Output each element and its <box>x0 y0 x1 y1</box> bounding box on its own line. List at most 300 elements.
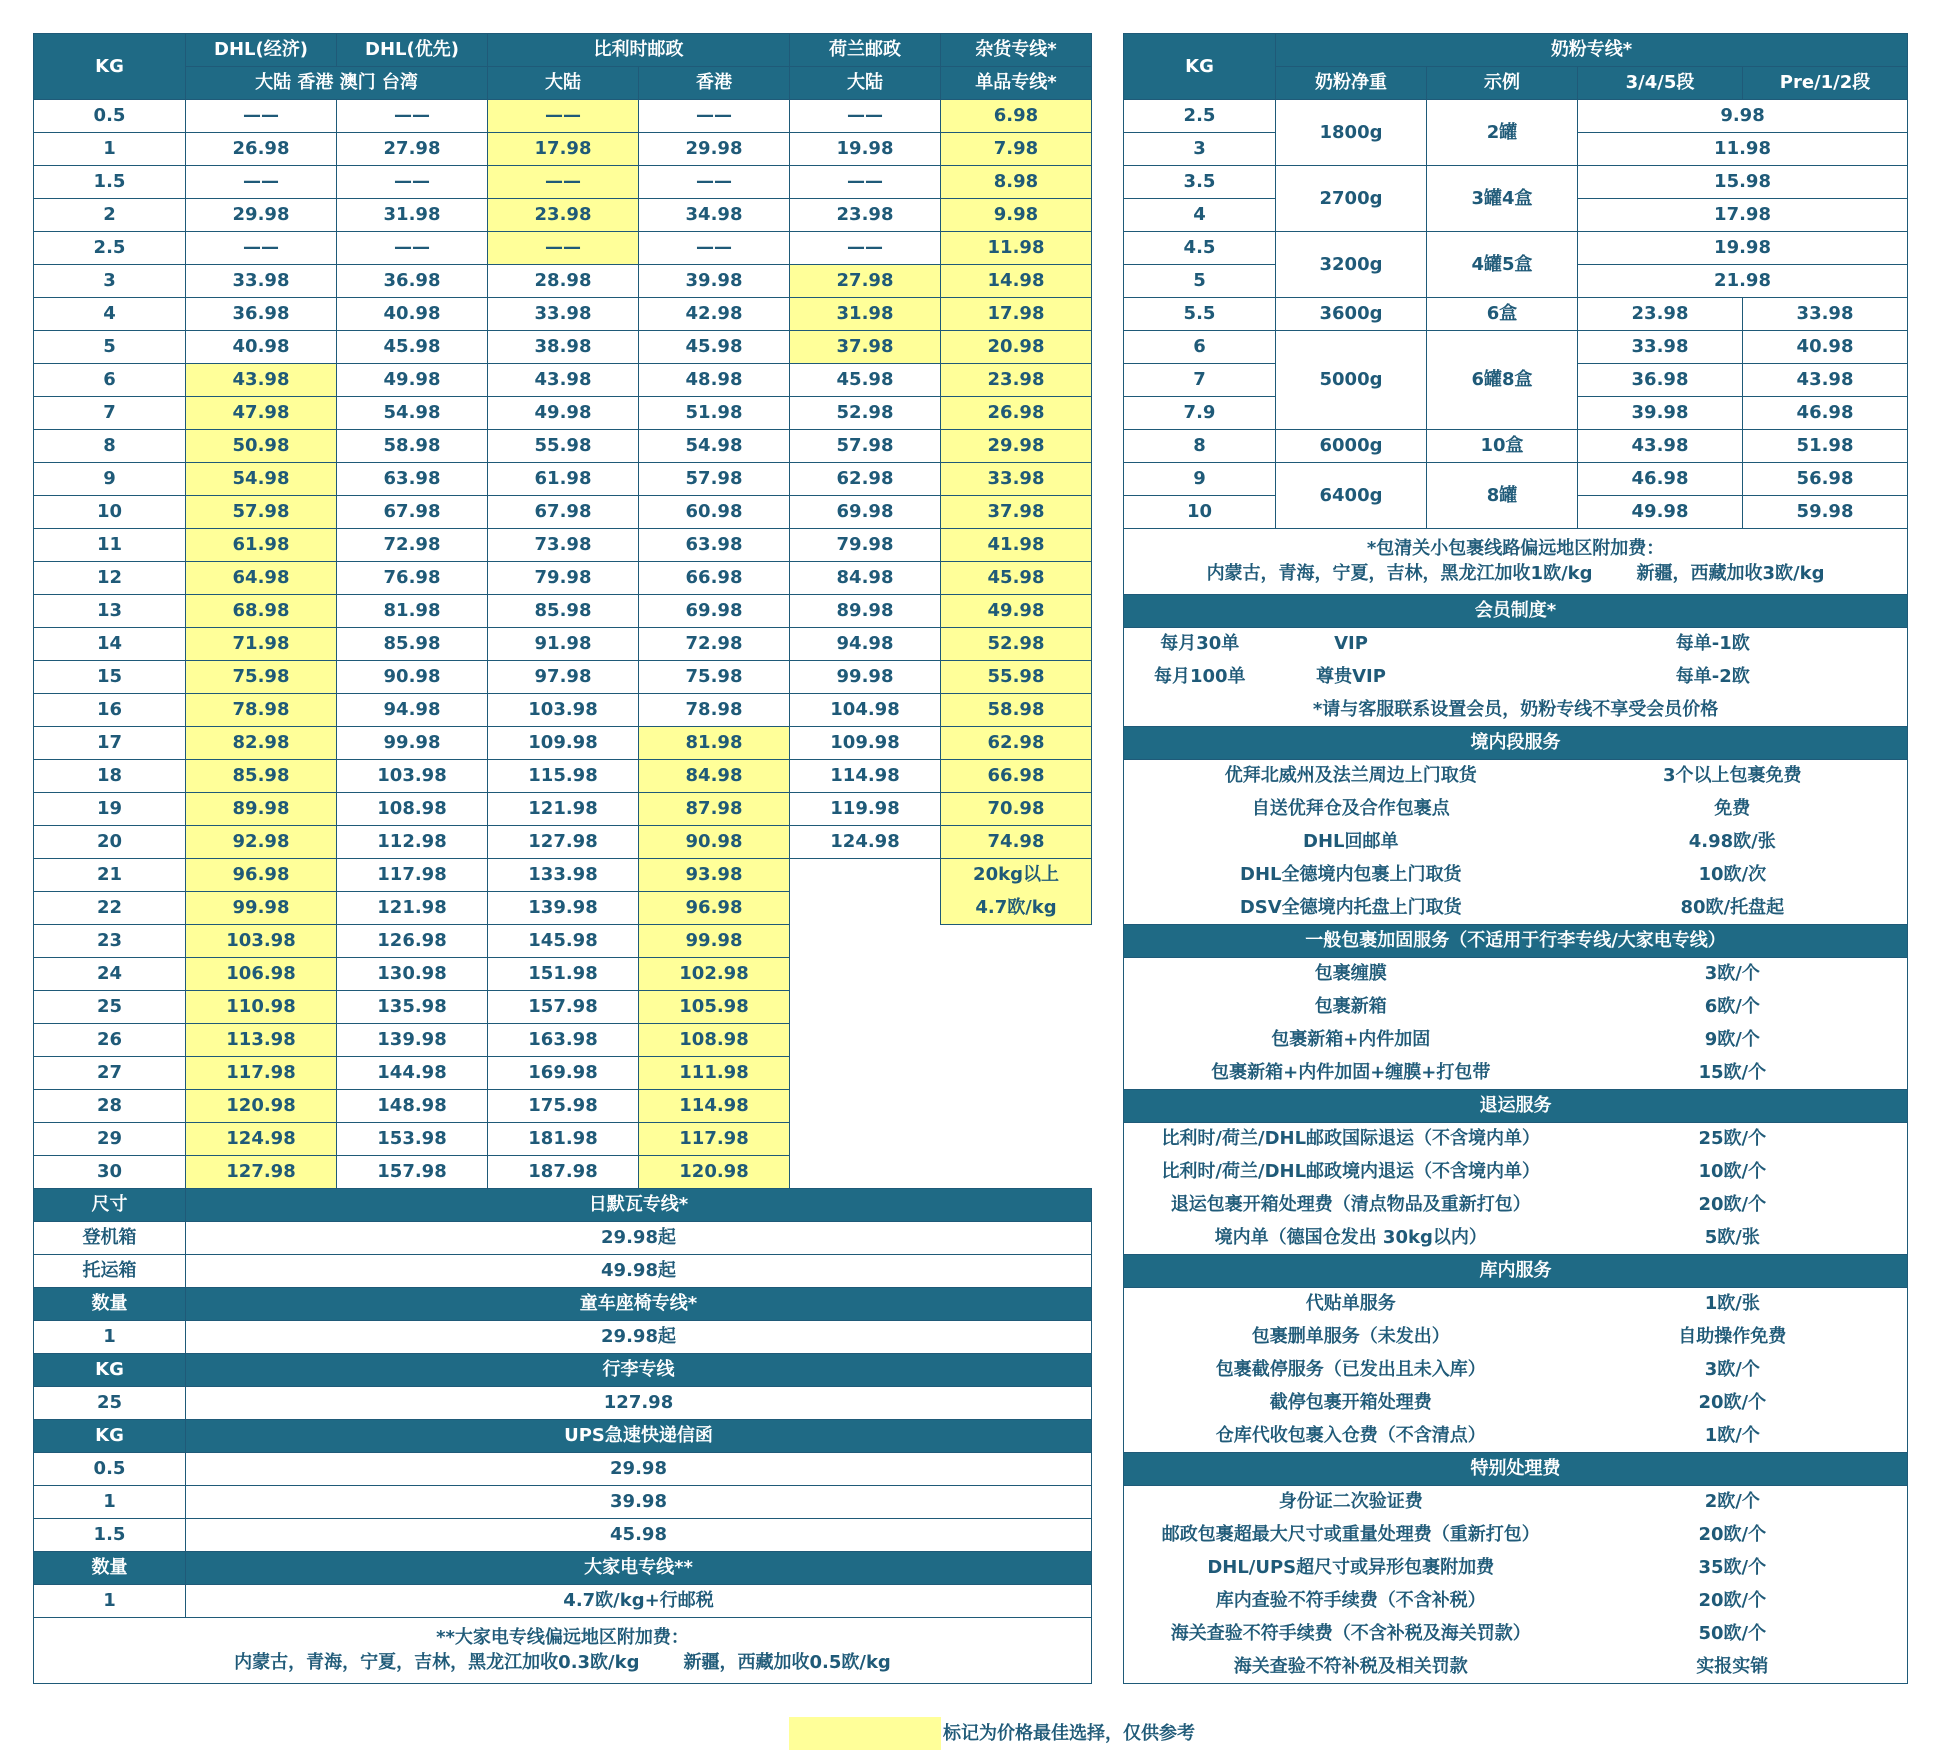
price-cell: 117.98 <box>337 859 488 892</box>
price-cell: 139.98 <box>488 892 639 925</box>
service-name: 海关查验不符手续费（不含补税及海关罚款） <box>1124 1618 1578 1651</box>
membership-row <box>1124 661 1908 694</box>
price-cell: 45.98 <box>790 364 941 397</box>
section-row <box>34 1486 1092 1519</box>
milk-header-kg: KG <box>1124 34 1276 100</box>
special-header-title: 特别处理费 <box>1124 1453 1908 1486</box>
price-cell: 43.98 <box>488 364 639 397</box>
milk-header-stage-pre12: Pre/1/2段 <box>1743 67 1908 100</box>
service-name: DHL回邮单 <box>1124 826 1578 859</box>
service-price: 4.98欧/张 <box>1578 826 1908 859</box>
membership-orders: 每月100单 <box>1124 661 1276 694</box>
price-cell: 20kg以上 <box>941 859 1092 892</box>
membership-note: *请与客服联系设置会员，奶粉专线不享受会员价格 <box>1124 694 1908 727</box>
price-cell: 111.98 <box>639 1057 790 1090</box>
weight-cell: 20 <box>34 826 186 859</box>
milk-kg-cell: 8 <box>1124 430 1276 463</box>
price-cell: 26.98 <box>186 133 337 166</box>
domestic-row <box>1124 793 1908 826</box>
price-cell: 64.98 <box>186 562 337 595</box>
price-cell: 126.98 <box>337 925 488 958</box>
price-cell: —— <box>186 232 337 265</box>
price-cell: 144.98 <box>337 1057 488 1090</box>
weight-cell: 5 <box>34 331 186 364</box>
price-row <box>34 694 1092 727</box>
milk-example: 2罐 <box>1427 100 1578 166</box>
header-dhl-priority: DHL(优先) <box>337 34 488 67</box>
price-cell: 36.98 <box>186 298 337 331</box>
price-cell: 163.98 <box>488 1024 639 1057</box>
section-header-left: 尺寸 <box>34 1189 186 1222</box>
price-cell: 82.98 <box>186 727 337 760</box>
section-row <box>34 1453 1092 1486</box>
section-row-label: 0.5 <box>34 1453 186 1486</box>
service-price: 3欧/个 <box>1578 1354 1908 1387</box>
price-cell: 36.98 <box>337 265 488 298</box>
price-cell: 7.98 <box>941 133 1092 166</box>
price-cell <box>941 991 1092 1024</box>
price-cell: 94.98 <box>337 694 488 727</box>
weight-cell: 25 <box>34 991 186 1024</box>
price-cell: 6.98 <box>941 100 1092 133</box>
service-price: 15欧/个 <box>1578 1057 1908 1090</box>
weight-cell: 6 <box>34 364 186 397</box>
price-cell: 91.98 <box>488 628 639 661</box>
price-cell: 34.98 <box>639 199 790 232</box>
price-cell: 124.98 <box>186 1123 337 1156</box>
price-row <box>34 925 1092 958</box>
membership-discount: 每单-2欧 <box>1427 661 1908 694</box>
price-cell: 45.98 <box>941 562 1092 595</box>
price-cell: 40.98 <box>186 331 337 364</box>
price-cell: 48.98 <box>639 364 790 397</box>
price-cell: 23.98 <box>488 199 639 232</box>
price-cell: 37.98 <box>941 496 1092 529</box>
milk-example: 4罐5盒 <box>1427 232 1578 298</box>
weight-cell: 28 <box>34 1090 186 1123</box>
price-cell: 114.98 <box>639 1090 790 1123</box>
price-cell: 11.98 <box>941 232 1092 265</box>
price-cell: 85.98 <box>337 628 488 661</box>
section-header-row <box>34 1420 1092 1453</box>
service-name: 库内查验不符手续费（不含补税） <box>1124 1585 1578 1618</box>
price-cell: 127.98 <box>186 1156 337 1189</box>
price-cell: 62.98 <box>941 727 1092 760</box>
price-cell <box>941 1090 1092 1123</box>
price-row <box>34 430 1092 463</box>
price-cell: 112.98 <box>337 826 488 859</box>
note-line-1: *包清关小包裹线路偏远地区附加费： <box>1366 538 1665 560</box>
special-row <box>1124 1585 1908 1618</box>
service-price: 2欧/个 <box>1578 1486 1908 1519</box>
section-row-label: 登机箱 <box>34 1222 186 1255</box>
price-cell: 108.98 <box>639 1024 790 1057</box>
weight-cell: 1.5 <box>34 166 186 199</box>
price-cell: 151.98 <box>488 958 639 991</box>
price-cell: 113.98 <box>186 1024 337 1057</box>
price-cell: 67.98 <box>337 496 488 529</box>
weight-cell: 8 <box>34 430 186 463</box>
service-price: 免费 <box>1578 793 1908 826</box>
milk-kg-cell: 6 <box>1124 331 1276 364</box>
service-name: 自送优拜仓及合作包裹点 <box>1124 793 1578 826</box>
price-cell: 71.98 <box>186 628 337 661</box>
price-cell: 135.98 <box>337 991 488 1024</box>
section-title: 行李专线 <box>186 1354 1092 1387</box>
price-cell: 153.98 <box>337 1123 488 1156</box>
price-cell: —— <box>790 232 941 265</box>
service-price: 10欧/次 <box>1578 859 1908 892</box>
price-cell <box>790 1024 941 1057</box>
price-cell: 120.98 <box>639 1156 790 1189</box>
service-price: 自助操作免费 <box>1578 1321 1908 1354</box>
header-single-item-line: 单品专线* <box>941 67 1092 100</box>
weight-cell: 14 <box>34 628 186 661</box>
price-cell: 27.98 <box>790 265 941 298</box>
price-cell: 84.98 <box>639 760 790 793</box>
price-row <box>34 958 1092 991</box>
price-cell: 103.98 <box>186 925 337 958</box>
weight-cell: 0.5 <box>34 100 186 133</box>
note-line-1: **大家电专线偏远地区附加费： <box>436 1627 689 1649</box>
price-cell: 31.98 <box>337 199 488 232</box>
milk-kg-cell: 4 <box>1124 199 1276 232</box>
section-header-left: 数量 <box>34 1552 186 1585</box>
service-name: 退运包裹开箱处理费（清点物品及重新打包） <box>1124 1189 1578 1222</box>
section-row <box>34 1519 1092 1552</box>
milk-example: 6罐8盒 <box>1427 331 1578 430</box>
price-cell <box>941 1024 1092 1057</box>
milk-example: 6盒 <box>1427 298 1578 331</box>
warehouse-row <box>1124 1354 1908 1387</box>
header-belgium-mainland: 大陆 <box>488 67 639 100</box>
price-cell: —— <box>337 166 488 199</box>
service-price: 3欧/个 <box>1578 958 1908 991</box>
price-cell: 4.7欧/kg <box>941 892 1092 925</box>
domestic-row <box>1124 859 1908 892</box>
price-cell: 27.98 <box>337 133 488 166</box>
price-cell: 33.98 <box>941 463 1092 496</box>
price-cell: 61.98 <box>488 463 639 496</box>
price-cell: 84.98 <box>790 562 941 595</box>
milk-header-stage-345: 3/4/5段 <box>1578 67 1743 100</box>
price-cell: 49.98 <box>488 397 639 430</box>
weight-cell: 13 <box>34 595 186 628</box>
price-cell: 108.98 <box>337 793 488 826</box>
milk-row <box>1124 430 1908 463</box>
price-cell: 90.98 <box>337 661 488 694</box>
legend <box>789 1717 1789 1750</box>
price-cell: 127.98 <box>488 826 639 859</box>
price-cell: 145.98 <box>488 925 639 958</box>
milk-row <box>1124 166 1908 199</box>
warehouse-row <box>1124 1288 1908 1321</box>
membership-level: 尊贵VIP <box>1316 666 1386 687</box>
price-cell <box>790 925 941 958</box>
price-cell: 114.98 <box>790 760 941 793</box>
milk-price-stage-pre12: 59.98 <box>1743 496 1908 529</box>
milk-price-stage-pre12: 46.98 <box>1743 397 1908 430</box>
price-row <box>34 1123 1092 1156</box>
weight-cell: 9 <box>34 463 186 496</box>
returns-row <box>1124 1123 1908 1156</box>
price-cell: 99.98 <box>639 925 790 958</box>
weight-cell: 30 <box>34 1156 186 1189</box>
section-title: 大家电专线** <box>186 1552 1092 1585</box>
appliance-note-row <box>34 1618 1092 1684</box>
price-cell: 68.98 <box>186 595 337 628</box>
price-cell: 69.98 <box>790 496 941 529</box>
milk-price-stage-345: 43.98 <box>1578 430 1743 463</box>
section-row-label: 1 <box>34 1321 186 1354</box>
service-name: 包裹新箱+内件加固 <box>1124 1024 1578 1057</box>
price-cell: —— <box>488 232 639 265</box>
milk-net-weight: 6000g <box>1276 430 1427 463</box>
price-cell: 29.98 <box>639 133 790 166</box>
price-cell: 90.98 <box>639 826 790 859</box>
milk-powder-services-table <box>1123 33 1908 1684</box>
price-row <box>34 331 1092 364</box>
returns-row <box>1124 1189 1908 1222</box>
service-price: 50欧/个 <box>1578 1618 1908 1651</box>
domestic-header <box>1124 727 1908 760</box>
section-row-value: 45.98 <box>186 1519 1092 1552</box>
price-row <box>34 232 1092 265</box>
returns-header-title: 退运服务 <box>1124 1090 1908 1123</box>
membership-discount: 每单-1欧 <box>1427 628 1908 661</box>
price-cell: 133.98 <box>488 859 639 892</box>
price-cell: 66.98 <box>941 760 1092 793</box>
special-header <box>1124 1453 1908 1486</box>
price-cell <box>790 958 941 991</box>
price-cell: 42.98 <box>639 298 790 331</box>
milk-kg-cell: 5.5 <box>1124 298 1276 331</box>
section-row <box>34 1387 1092 1420</box>
section-row-value: 39.98 <box>186 1486 1092 1519</box>
price-cell: 97.98 <box>488 661 639 694</box>
price-cell: 69.98 <box>639 595 790 628</box>
milk-price-stage-pre12: 40.98 <box>1743 331 1908 364</box>
price-cell: 103.98 <box>488 694 639 727</box>
milk-kg-cell: 7.9 <box>1124 397 1276 430</box>
milk-kg-cell: 9 <box>1124 463 1276 496</box>
section-header-row <box>34 1354 1092 1387</box>
price-cell: 63.98 <box>337 463 488 496</box>
service-price: 6欧/个 <box>1578 991 1908 1024</box>
price-row <box>34 760 1092 793</box>
weight-cell: 17 <box>34 727 186 760</box>
price-row <box>34 298 1092 331</box>
section-row-value: 29.98起 <box>186 1222 1092 1255</box>
warehouse-header-title: 库内服务 <box>1124 1255 1908 1288</box>
milk-price-stage-pre12: 56.98 <box>1743 463 1908 496</box>
price-cell: 81.98 <box>337 595 488 628</box>
price-cell: 106.98 <box>186 958 337 991</box>
price-cell: 61.98 <box>186 529 337 562</box>
service-name: 截停包裹开箱处理费 <box>1124 1387 1578 1420</box>
weight-cell: 4 <box>34 298 186 331</box>
price-cell: 119.98 <box>790 793 941 826</box>
milk-row <box>1124 100 1908 133</box>
price-row <box>34 265 1092 298</box>
price-cell <box>790 859 941 892</box>
price-cell: —— <box>488 100 639 133</box>
milk-row <box>1124 331 1908 364</box>
price-cell: 89.98 <box>790 595 941 628</box>
price-row <box>34 991 1092 1024</box>
weight-cell: 29 <box>34 1123 186 1156</box>
service-name: 包裹新箱 <box>1124 991 1578 1024</box>
price-cell: —— <box>337 232 488 265</box>
price-cell: 81.98 <box>639 727 790 760</box>
price-cell: 40.98 <box>337 298 488 331</box>
section-row-value: 29.98 <box>186 1453 1092 1486</box>
header-belgium-post: 比利时邮政 <box>488 34 790 67</box>
note-line-2 <box>34 1651 1091 1675</box>
milk-price-merged: 19.98 <box>1578 232 1908 265</box>
service-price: 1欧/张 <box>1578 1288 1908 1321</box>
price-cell: —— <box>790 166 941 199</box>
price-cell: 99.98 <box>337 727 488 760</box>
service-name: 比利时/荷兰/DHL邮政境内退运（不含境内单） <box>1124 1156 1578 1189</box>
milk-row <box>1124 232 1908 265</box>
price-cell <box>941 1123 1092 1156</box>
service-name: 优拜北威州及法兰周边上门取货 <box>1124 760 1578 793</box>
price-cell: 52.98 <box>941 628 1092 661</box>
service-name: 包裹删单服务（未发出） <box>1124 1321 1578 1354</box>
price-cell: 121.98 <box>488 793 639 826</box>
weight-cell: 7 <box>34 397 186 430</box>
service-name: 包裹新箱+内件加固+缠膜+打包带 <box>1124 1057 1578 1090</box>
service-price: 3个以上包裹免费 <box>1578 760 1908 793</box>
milk-price-stage-345: 33.98 <box>1578 331 1743 364</box>
price-cell: 99.98 <box>186 892 337 925</box>
price-row <box>34 859 1092 892</box>
milk-price-stage-345: 23.98 <box>1578 298 1743 331</box>
section-row <box>34 1321 1092 1354</box>
price-row <box>34 100 1092 133</box>
milk-kg-cell: 4.5 <box>1124 232 1276 265</box>
price-cell: 104.98 <box>790 694 941 727</box>
price-cell: 54.98 <box>186 463 337 496</box>
service-price: 9欧/个 <box>1578 1024 1908 1057</box>
milk-price-stage-pre12: 33.98 <box>1743 298 1908 331</box>
price-cell: 96.98 <box>186 859 337 892</box>
price-row <box>34 1090 1092 1123</box>
weight-cell: 12 <box>34 562 186 595</box>
price-cell: 121.98 <box>337 892 488 925</box>
price-cell: 157.98 <box>488 991 639 1024</box>
price-row <box>34 595 1092 628</box>
appliance-surcharge-note <box>34 1618 1092 1684</box>
service-price: 20欧/个 <box>1578 1189 1908 1222</box>
price-cell: 26.98 <box>941 397 1092 430</box>
price-cell: 124.98 <box>790 826 941 859</box>
header-netherlands-post: 荷兰邮政 <box>790 34 941 67</box>
price-cell: 79.98 <box>790 529 941 562</box>
header-netherlands-mainland: 大陆 <box>790 67 941 100</box>
price-cell: 58.98 <box>941 694 1092 727</box>
price-cell <box>790 1123 941 1156</box>
price-cell: 148.98 <box>337 1090 488 1123</box>
price-cell: 72.98 <box>337 529 488 562</box>
service-name: 包裹截停服务（已发出且未入库） <box>1124 1354 1578 1387</box>
price-cell: 29.98 <box>941 430 1092 463</box>
milk-example: 10盒 <box>1427 430 1578 463</box>
price-cell: 109.98 <box>790 727 941 760</box>
price-cell: —— <box>639 166 790 199</box>
price-cell: 85.98 <box>488 595 639 628</box>
section-row <box>34 1585 1092 1618</box>
price-cell: 102.98 <box>639 958 790 991</box>
service-name: 代贴单服务 <box>1124 1288 1578 1321</box>
note-line-2b: 新疆，西藏加收0.5欧/kg <box>683 1651 891 1673</box>
price-cell: 39.98 <box>639 265 790 298</box>
milk-price-stage-345: 36.98 <box>1578 364 1743 397</box>
returns-row <box>1124 1222 1908 1255</box>
price-cell: —— <box>790 100 941 133</box>
milk-header-net-weight: 奶粉净重 <box>1276 67 1427 100</box>
price-cell: 20.98 <box>941 331 1092 364</box>
shipping-price-table <box>33 33 1092 1684</box>
service-price: 20欧/个 <box>1578 1519 1908 1552</box>
section-title: 童车座椅专线* <box>186 1288 1092 1321</box>
section-header-row <box>34 1552 1092 1585</box>
section-header-row <box>34 1189 1092 1222</box>
price-cell <box>941 958 1092 991</box>
milk-net-weight: 2700g <box>1276 166 1427 232</box>
price-cell <box>790 1156 941 1189</box>
price-cell: 55.98 <box>488 430 639 463</box>
milk-price-merged: 15.98 <box>1578 166 1908 199</box>
section-row-label: 1 <box>34 1486 186 1519</box>
weight-cell: 21 <box>34 859 186 892</box>
milk-example: 8罐 <box>1427 463 1578 529</box>
milk-price-merged: 21.98 <box>1578 265 1908 298</box>
price-cell: 62.98 <box>790 463 941 496</box>
weight-cell: 2.5 <box>34 232 186 265</box>
price-cell <box>790 1057 941 1090</box>
price-row <box>34 727 1092 760</box>
milk-price-stage-345: 46.98 <box>1578 463 1743 496</box>
membership-header <box>1124 595 1908 628</box>
price-cell: 103.98 <box>337 760 488 793</box>
service-price: 20欧/个 <box>1578 1585 1908 1618</box>
section-row-label: 1.5 <box>34 1519 186 1552</box>
note-line-2b: 新疆，西藏加收3欧/kg <box>1636 562 1825 584</box>
price-row <box>34 397 1092 430</box>
reinforce-row <box>1124 958 1908 991</box>
section-header-left: KG <box>34 1420 186 1453</box>
section-header-row <box>34 1288 1092 1321</box>
weight-cell: 23 <box>34 925 186 958</box>
price-cell: 110.98 <box>186 991 337 1024</box>
reinforce-row <box>1124 991 1908 1024</box>
service-name: 比利时/荷兰/DHL邮政国际退运（不含境内单） <box>1124 1123 1578 1156</box>
milk-net-weight: 5000g <box>1276 331 1427 430</box>
weight-cell: 22 <box>34 892 186 925</box>
returns-header <box>1124 1090 1908 1123</box>
price-cell: 63.98 <box>639 529 790 562</box>
price-cell: 58.98 <box>337 430 488 463</box>
milk-row <box>1124 298 1908 331</box>
reinforce-header-title: 一般包裹加固服务（不适用于行李专线/大家电专线） <box>1124 925 1908 958</box>
header-misc-line: 杂货专线* <box>941 34 1092 67</box>
service-name: 身份证二次验证费 <box>1124 1486 1578 1519</box>
milk-price-stage-pre12: 43.98 <box>1743 364 1908 397</box>
membership-orders: 每月30单 <box>1124 628 1276 661</box>
weight-cell: 18 <box>34 760 186 793</box>
